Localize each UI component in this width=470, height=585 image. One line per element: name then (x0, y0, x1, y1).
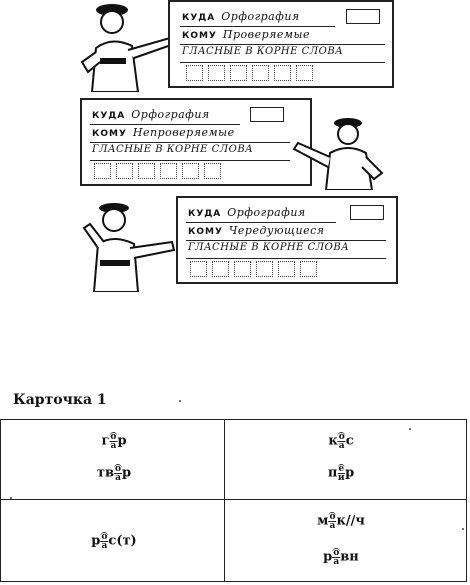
postal-code-boxes (190, 261, 317, 277)
komu-value: Чередующиеся (228, 224, 325, 237)
word-rast: р о а с(т) (91, 532, 137, 552)
kuda-label: КУДА (188, 209, 222, 219)
kuda-label: КУДА (182, 13, 216, 23)
postman-figure-icon (76, 198, 186, 292)
address-line-3: ГЛАСНЫЕ В КОРНЕ СЛОВА (182, 46, 344, 57)
postal-code-boxes (94, 163, 221, 179)
word-mak-mach: м о а к//ч (317, 512, 365, 532)
kuda-label: КУДА (92, 111, 126, 121)
address-line-3: ГЛАСНЫЕ В КОРНЕ СЛОВА (188, 242, 350, 253)
komu-label: КОМУ (182, 31, 217, 41)
word-tvar: тв о а р (96, 464, 132, 484)
kuda-value: Орфография (221, 10, 300, 23)
stamp-box (350, 205, 384, 220)
kuda-value: Орфография (131, 108, 210, 121)
address-line-3: ГЛАСНЫЕ В КОРНЕ СЛОВА (92, 144, 254, 155)
komu-label: КОМУ (188, 227, 223, 237)
word-ravn: р о а вн (323, 548, 359, 568)
komu-label: КОМУ (92, 129, 127, 139)
card-title: Карточка 1 (13, 392, 107, 408)
word-pir: п е и р (327, 464, 355, 484)
komu-value: Непроверяемые (132, 126, 235, 139)
word-gar: г о а р (101, 432, 127, 452)
word-card-grid (0, 419, 467, 582)
envelope-scene-1 (0, 0, 470, 92)
postal-code-boxes (186, 65, 313, 81)
word-kas: к о а с (328, 432, 354, 452)
envelope-1 (168, 0, 394, 88)
komu-value: Проверяемые (222, 28, 310, 41)
envelope-3 (176, 196, 398, 284)
kuda-value: Орфография (227, 206, 306, 219)
stamp-box (346, 9, 380, 24)
stamp-box (250, 107, 284, 122)
envelope-scene-3 (0, 192, 470, 292)
envelope-scene-2 (0, 95, 470, 190)
postman-figure-icon (290, 113, 390, 190)
envelope-2 (80, 98, 312, 186)
